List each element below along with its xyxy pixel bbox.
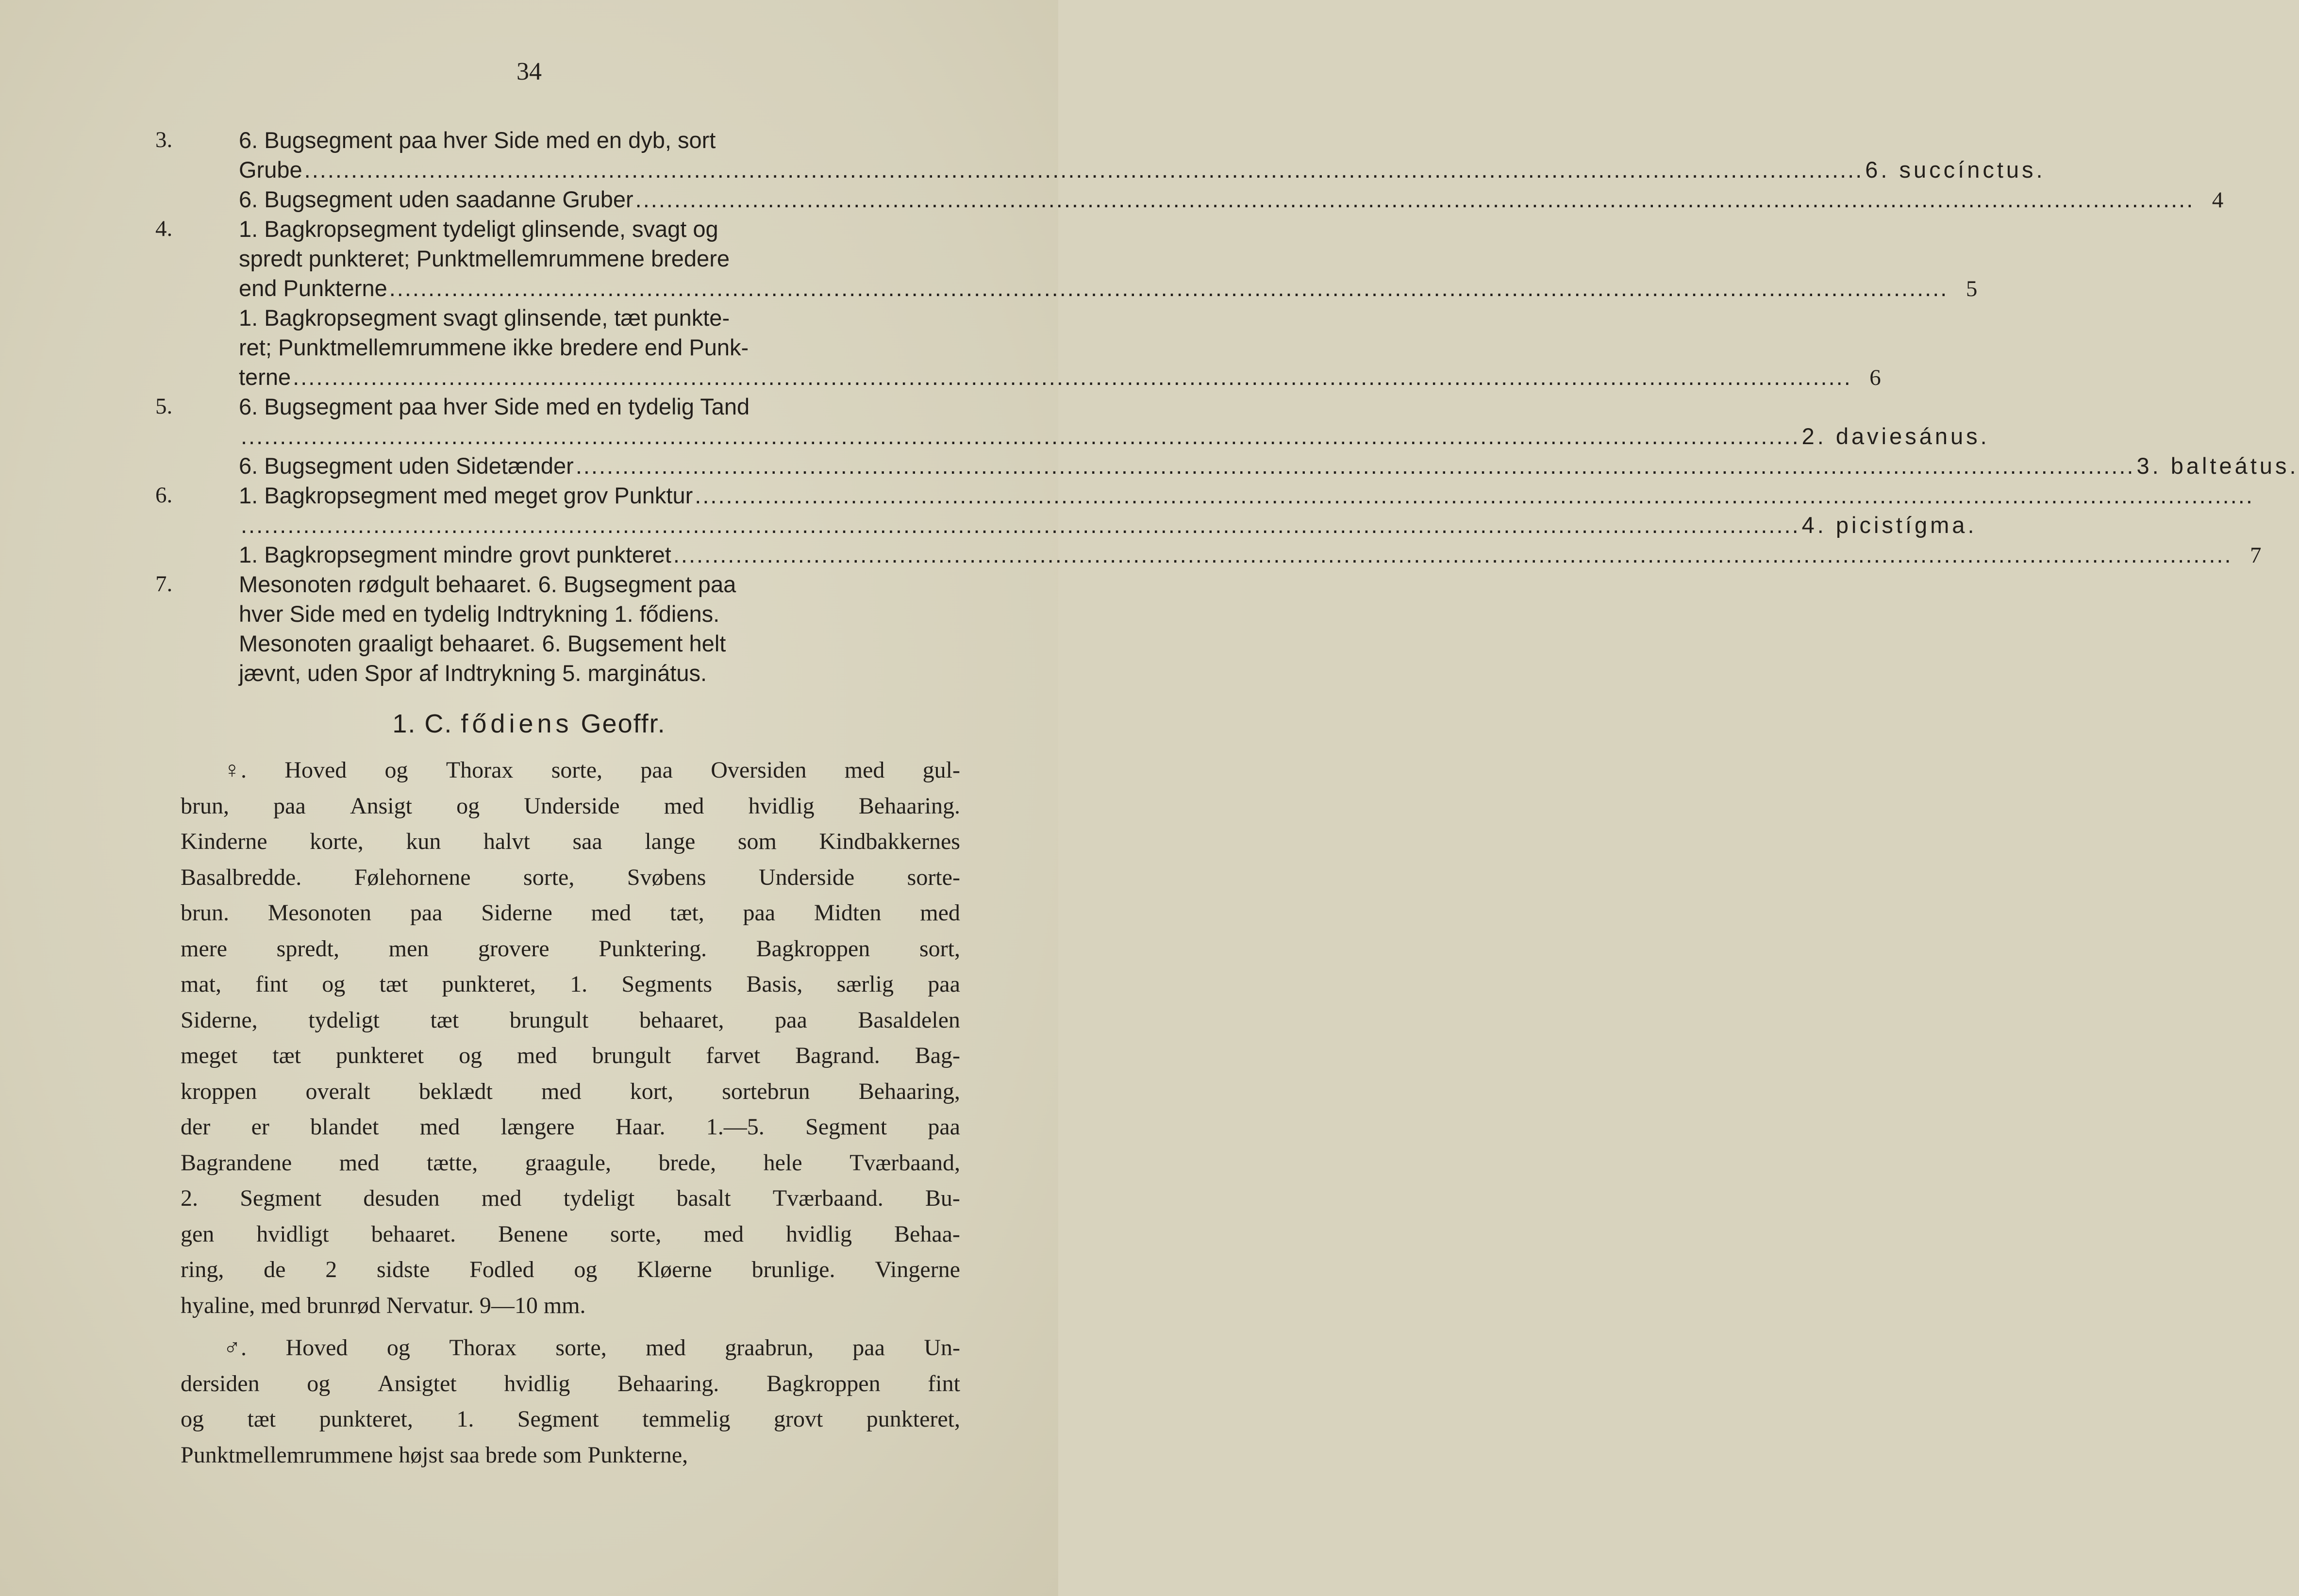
key-result: 6. succínctus.: [1865, 157, 2046, 183]
paragraph-line: dersiden og Ansigtet hvidlig Behaaring. Bagkroppen fint: [181, 1370, 960, 1396]
key-text: 6. Bugsegment paa hver Side med en dyb, sort: [239, 127, 716, 153]
female-description: [181, 752, 960, 1323]
key-line: [194, 421, 1990, 451]
key-lead-line: [239, 510, 1977, 540]
paragraph-line: der er blandet med længere Haar. 1.—5. Segment paa: [181, 1114, 960, 1140]
key-line: [155, 214, 966, 244]
dot-leader: ........................................................................................................................................................................................................: [241, 423, 1800, 449]
key-line: [194, 332, 966, 362]
key-reference: 5: [1966, 276, 1978, 301]
paragraph-line: ♂. Hoved og Thorax sorte, med graabrun, paa Un-: [223, 1335, 960, 1361]
key-text: ret; Punktmellemrummene ikke bredere end Punk-: [239, 334, 749, 360]
key-line: [194, 184, 2224, 214]
paragraph-line: kroppen overalt beklædt med kort, sortebrun Behaaring,: [181, 1078, 960, 1104]
key-line: [155, 392, 966, 421]
couplet-number: 7.: [155, 571, 173, 597]
key-lead-line: [239, 481, 2254, 510]
key-text: 1. Bagkropsegment svagt glinsende, tæt punkte-: [239, 305, 730, 331]
couplet-number: 6.: [155, 482, 173, 508]
paragraph-line: hyaline, med brunrød Nervatur. 9—10 mm.: [181, 1292, 586, 1318]
species-author: Geoffr.: [581, 709, 666, 738]
key-reference: 7: [2250, 543, 2262, 568]
key-lead-line: [239, 273, 1978, 304]
paragraph-line: gen hvidligt behaaret. Benene sorte, med hvidlig Behaa-: [181, 1221, 960, 1247]
key-line: [194, 273, 1978, 303]
key-text: Grube: [239, 157, 302, 183]
paragraph-line: Kinderne korte, kun halvt saa lange som Kindbakkernes: [181, 829, 960, 854]
key-lead-line: [239, 155, 2046, 184]
key-lead-line: [239, 421, 1990, 451]
key-line: [194, 629, 966, 658]
key-line: [194, 540, 2262, 569]
paragraph-line: og tæt punkteret, 1. Segment temmelig grovt punkteret,: [181, 1406, 960, 1432]
paragraph-line: Siderne, tydeligt tæt brungult behaaret, paa Basaldelen: [181, 1007, 960, 1033]
key-result: 3. balteátus.: [2136, 453, 2299, 479]
key-line: [194, 244, 966, 273]
couplet-number: 5.: [155, 394, 173, 419]
key-result: 2. daviesánus.: [1801, 423, 1990, 449]
dot-leader: ........................................................................................................................................................................................................: [635, 186, 2195, 212]
dot-leader: ........................................................................................................................................................................................................: [673, 542, 2232, 567]
paragraph-line: 2. Segment desuden med tydeligt basalt Tværbaand. Bu-: [181, 1185, 960, 1211]
couplet-number: 4.: [155, 216, 173, 241]
species-prefix: 1. C.: [392, 709, 453, 738]
key-text: 6. Bugsegment paa hver Side med en tydelig Tand: [239, 394, 750, 419]
paragraph-line: brun. Mesonoten paa Siderne med tæt, paa Midten med: [181, 900, 960, 926]
key-reference: 6: [1869, 365, 1881, 390]
species-name: fődiens: [461, 709, 573, 738]
key-text: Mesonoten graaligt behaaret. 6. Bugsement helt: [239, 631, 726, 656]
dot-leader: ........................................................................................................................................................................................................: [241, 512, 1800, 538]
key-line: [155, 481, 2254, 510]
key-text: terne: [239, 364, 291, 390]
species-heading: [0, 709, 1058, 739]
key-line: [194, 303, 966, 332]
key-line: [155, 125, 966, 155]
key-text: 6. Bugsegment uden Sidetænder: [239, 453, 574, 479]
paragraph-line: ring, de 2 sidste Fodled og Kløerne brunlige. Vingerne: [181, 1257, 960, 1282]
key-text: spredt punkteret; Punktmellemrummene bredere: [239, 246, 730, 271]
dot-leader: ........................................................................................................................................................................................................: [304, 157, 1864, 183]
key-line: [194, 658, 966, 688]
dot-leader: ........................................................................................................................................................................................................: [695, 482, 2254, 508]
key-text: 6. Bugsegment uden saadanne Gruber: [239, 186, 633, 212]
paragraph-line: meget tæt punkteret og med brungult farvet Bagrand. Bag-: [181, 1043, 960, 1068]
key-text: 1. Bagkropsegment tydeligt glinsende, svagt og: [239, 216, 718, 242]
key-line: [155, 569, 966, 599]
key-text: hver Side med en tydelig Indtrykning 1. fődiens.: [239, 601, 720, 627]
paragraph-line: mat, fint og tæt punkteret, 1. Segments Basis, særlig paa: [181, 971, 960, 997]
key-line: [194, 599, 966, 629]
paragraph-line: mere spredt, men grovere Punktering. Bagkroppen sort,: [181, 935, 960, 962]
key-lead-line: [239, 451, 2299, 481]
key-text: 1. Bagkropsegment med meget grov Punktur: [239, 482, 693, 508]
key-text: Mesonoten rødgult behaaret. 6. Bugsegment paa: [239, 571, 736, 597]
page-number: 34: [516, 58, 542, 85]
key-text: 1. Bagkropsegment mindre grovt punkteret: [239, 542, 671, 567]
key-lead-line: [239, 184, 2224, 215]
key-reference: 4: [2212, 187, 2224, 213]
dot-leader: ........................................................................................................................................................................................................: [575, 453, 2135, 479]
identification-key: [155, 125, 2299, 688]
key-line: [194, 155, 2046, 184]
couplet-number: 3.: [155, 127, 173, 152]
paragraph-line: ♀. Hoved og Thorax sorte, paa Oversiden med gul-: [223, 757, 960, 783]
key-line: [194, 362, 1881, 392]
key-lead-line: [239, 362, 1881, 393]
paragraph-line: Punktmellemrummene højst saa brede som Punkterne,: [181, 1442, 688, 1468]
key-lead-line: [239, 540, 2262, 570]
key-text: jævnt, uden Spor af Indtrykning 5. marginátus.: [239, 660, 707, 686]
key-line: [194, 451, 2299, 481]
dot-leader: ........................................................................................................................................................................................................: [389, 275, 1949, 301]
key-text: end Punkterne: [239, 275, 387, 301]
paragraph-line: brun, paa Ansigt og Underside med hvidlig Behaaring.: [181, 793, 960, 819]
male-description: [181, 1330, 960, 1473]
key-result: 4. picistígma.: [1801, 512, 1977, 538]
paragraph-line: Bagrandene med tætte, graagule, brede, hele Tværbaand,: [181, 1149, 960, 1176]
dot-leader: ........................................................................................................................................................................................................: [293, 364, 1852, 390]
key-line: [194, 510, 1977, 540]
paragraph-line: Basalbredde. Følehornene sorte, Svøbens Underside sorte-: [181, 864, 960, 890]
